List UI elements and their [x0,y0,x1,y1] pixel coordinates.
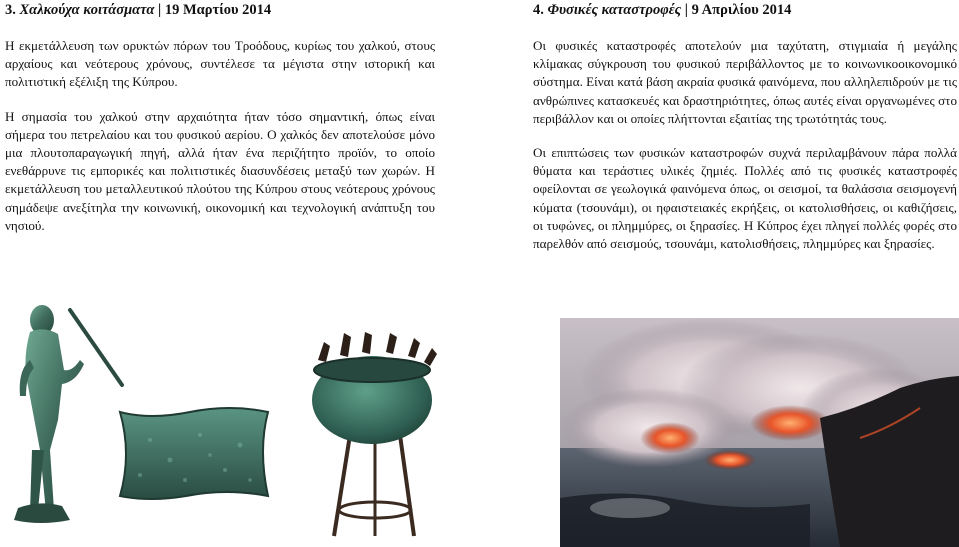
left-heading-number: 3. [5,2,16,18]
right-paragraph-2: Οι επιπτώσεις των φυσικών καταστροφών συχνά περιλαμβάνουν πάρα πολλά θύματα και τεράστιες υλικές ζημιές. Πολλές από τις φυσικές καταστροφές οφείλονται σε γεωλογικά φαινόμενα όπως, οι σεισμοί, τα θαλάσσια σεισμογενή κύματα (τσουνάμι), οι ηφαιστειακές εκρήξεις, οι κατολισθήσεις, οι καθιζήσεις, οι τυφώνες, οι πλημμύρες, οι ξηρασίες. Η Κύπρος έχει πληγεί πολλές φορές στο παρελθόν από σεισμούς, τσουνάμι, κατολισθήσεις, πλημμύρες και ξηρασίες. [533,145,957,252]
left-heading-title: Χαλκούχα κοιτάσματα [19,2,155,18]
volcanic-lava-sea-image [560,318,959,547]
left-heading-separator: | [158,2,162,18]
right-heading-number: 4. [533,2,544,18]
bronze-statuette-icon [14,305,122,523]
right-heading-date: 9 Απριλίου 2014 [691,2,792,18]
bronze-cauldron-icon [312,332,437,536]
right-paragraph-1: Οι φυσικές καταστροφές αποτελούν μια ταχύτατη, στιγμιαία ή μεγάλης κλίμακας σύγκρουση του φυσικού περιβάλλοντος με το κοινωνικοοικονομικό σύστημα. Είναι κατά βάση ακραία φυσικά φαινόμενα, που αλληλεπιδρούν με τις ανθρώπινες κατασκευές και δραστηριότητες, όπως αυτές είναι οργανωμένες στο περιβάλλον και οι οποίες πλήττονται εξαιτίας της τρωτότητάς τους. [533,38,957,126]
bronze-artifacts-image [0,300,470,546]
right-heading-separator: | [684,2,688,18]
left-heading [5,0,435,19]
right-heading [533,0,957,19]
left-heading-date: 19 Μαρτίου 2014 [164,2,272,18]
oxhide-ingot-icon [120,408,268,499]
right-article [533,0,957,253]
left-article [5,0,435,235]
left-paragraph-2: Η σημασία του χαλκού στην αρχαιότητα ήταν τόσο σημαντική, όπως είναι σήμερα του πετρελαίου και του φυσικού αερίου. Ο χαλκός δεν αποτελούσε μόνο μια πλουτοπαραγωγική πηγή, αλλά ήταν ένα περιζήτητο προϊόν, το οποίο ενεθάρρυνε τις εμπορικές και πολιτιστικές διασυνδέσεις μεταξύ των χωρών. Η εκμετάλλευση του μεταλλευτικού πλούτου της Κύπρου στους νεότερους χρόνους σημάδεψε ανεξίτηλα την κοινωνική, οικονομική και τεχνολογική ανάπτυξη του νησιού. [5,108,435,233]
right-heading-title: Φυσικές καταστροφές [547,2,682,18]
left-paragraph-1: Η εκμετάλλευση των ορυκτών πόρων του Τροόδους, κυρίως του χαλκού, στους αρχαίους και νεότερους χρόνους, συντέλεσε τα μέγιστα στην ιστορική και πολιτιστική εξέλιξη της Κύπρου. [5,38,435,90]
